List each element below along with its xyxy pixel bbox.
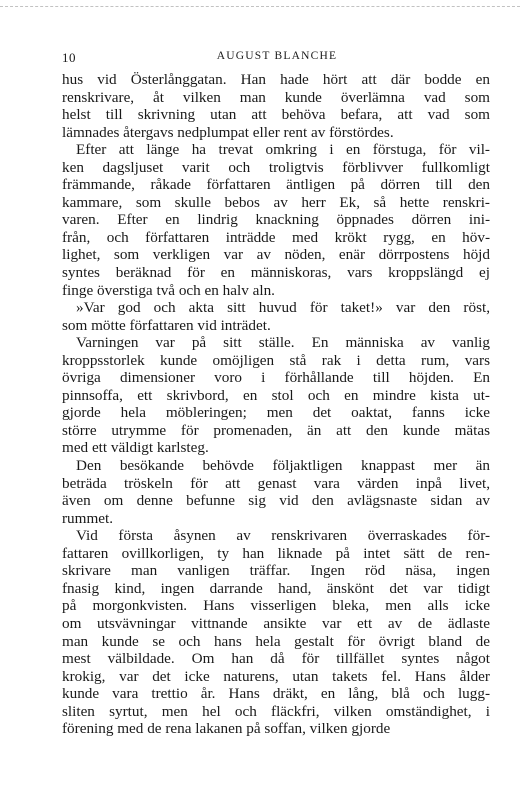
page-header [62,50,492,70]
text-line: pinnsoffa, ett skrivbord, en stol och en mindre kista ut- [62,386,490,404]
text-line: »Var god och akta sitt huvud för taket!» var den röst, [76,299,490,317]
text-line: från, och författaren inträdde med krökt rygg, en höv- [62,228,490,246]
text-line: som mötte författaren vid inträdet. [62,316,271,334]
paragraph [62,141,490,299]
text-line: kroppsstorlek kunde omöjligen stå rak i detta rum, vars [62,351,490,369]
text-line: fattaren ovillkorligen, ty han liknade på intet sätt de ren- [62,544,490,562]
text-line: mest välbildade. Om han då för tillfället syntes något [62,650,490,668]
text-line: större utrymme för promenaden, än att den kunde mätas [62,421,490,439]
text-line: sliten syrtut, men hel och fläckfri, vilken omständighet, i [62,702,490,720]
text-line: Varningen var på sitt ställe. En människa av vanlig [76,334,490,352]
text-line: hus vid Österlånggatan. Han hade hört att där bodde en [62,71,490,88]
text-line: renskrivare, åt vilken man kunde överlämna vad som [62,88,490,106]
paragraph [62,457,490,527]
text-line: även om denne befunne sig vid den avlägsnaste sidan av [62,492,490,510]
text-line: varen. Efter en lindrig knackning öppnades dörren ini- [62,211,490,229]
text-line: gjorde hela möbleringen; men det oaktat, fanns icke [62,404,490,422]
text-line: ken dagsljuset varit och troligtvis förblivver fullkomligt [62,158,490,176]
text-line: krokig, var det icke naturens, utan takets fel. Hans ålder [62,667,490,685]
page-top-edge [0,6,520,7]
text-line: beträda tröskeln för att genast vara värden inpå livet, [62,474,490,492]
text-line: lämnades återgavs nedplumpat eller rent av förstördes. [62,123,394,141]
text-line: finge överstiga två och en halv aln. [62,281,275,299]
paragraph [62,334,490,457]
paragraph [62,527,490,738]
text-line: man kunde se och hans hela gestalt för övrigt bland de [62,632,490,650]
text-line: rummet. [62,509,114,527]
text-line: Vid första åsynen av renskrivaren överraskades för- [76,527,490,545]
text-line: övriga dimensioner voro i förhållande till höjden. En [62,369,490,387]
text-line: på morgonkvisten. Hans visserligen bleka, men alls icke [62,597,490,615]
text-line: lighet, som verkligen var av nöden, enär dörrpostens höjd [62,246,490,264]
paragraph [62,71,490,141]
text-line: Efter att länge ha trevat omkring i en förstuga, för vil- [76,141,490,159]
text-line: kammare, som skulle bebos av herr Ek, så hette renskri- [62,193,490,211]
page-number: 10 [62,50,76,65]
text-line: främmande, råkade författaren äntligen på dörren till den [62,176,490,194]
body-text [62,71,490,738]
running-head: AUGUST BLANCHE [216,50,338,62]
text-line: kunde vara trettio år. Hans dräkt, en lång, blå och lugg- [62,685,490,703]
text-line: syntes beräknad för en människoras, vars kroppslängd ej [62,264,490,282]
text-line: förening med de rena lakanen på soffan, vilken gjorde [62,720,391,738]
text-line: med ett väldigt karlsteg. [62,439,209,457]
paragraph [62,299,490,334]
text-line: helst till skrivning utan att behöva befara, att vad som [62,106,490,124]
text-line: om utsvävningar vittnande ansikte var ett av de ädlaste [62,614,490,632]
text-line: fnasig kind, ingen darrande hand, änskönt det var tidigt [62,579,490,597]
text-line: Den besökande behövde följaktligen knappast mer än [76,457,490,475]
text-line: skrivare man vanligen träffar. Ingen röd näsa, ingen [62,562,490,580]
